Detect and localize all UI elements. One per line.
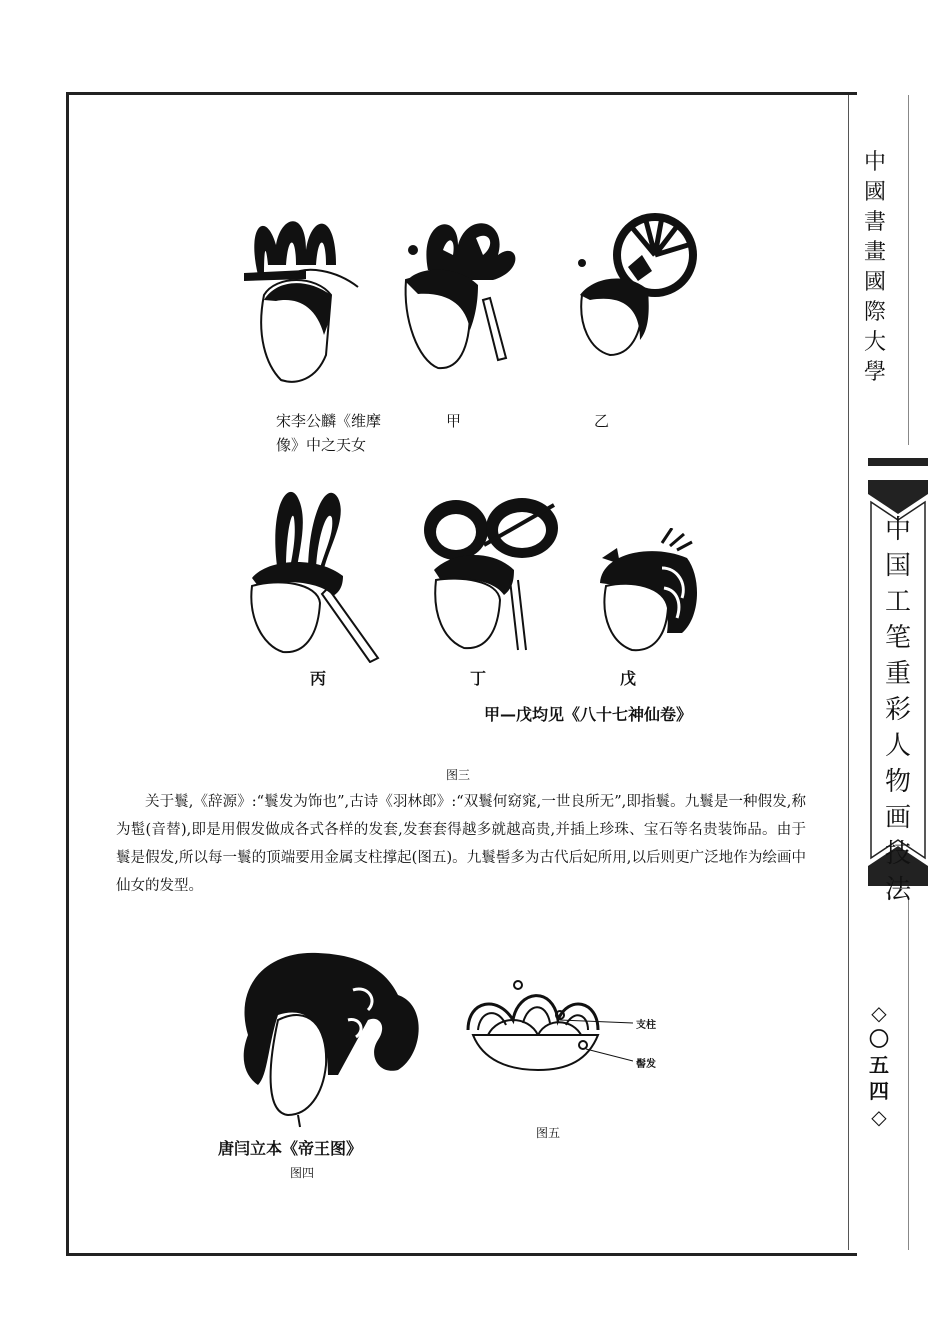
caption-yi: 乙 (594, 412, 610, 430)
hairstyle-illustration-ding (414, 490, 564, 660)
label-hair: 髻发 (636, 1059, 656, 1070)
series-title: 中 國 書 畫 國 際 大 學 (863, 150, 886, 385)
figure4-caption: 唐闫立本《帝王图》 (218, 1139, 363, 1158)
hairstyle-illustration-bing (238, 478, 388, 663)
hairstyle-illustration-tang (228, 945, 428, 1130)
caption-song-line2: 像》中之天女 (276, 436, 367, 454)
figure4-label: 图四 (290, 1166, 315, 1180)
hairstyle-illustration-wu (592, 528, 707, 658)
figure3-label: 图三 (446, 768, 471, 782)
caption-wu: 戊 (620, 669, 637, 688)
right-rule (848, 95, 849, 1250)
figure5-label: 图五 (536, 1126, 561, 1140)
sidebar-rule-top (908, 95, 909, 445)
caption-bing: 丙 (310, 669, 327, 688)
caption-song: 宋李公麟《维摩 (276, 412, 382, 430)
page-number: ◇ 〇 五 四 ◇ (869, 1001, 889, 1129)
caption-jia: 甲 (446, 412, 462, 430)
plaque-bar-top (868, 458, 928, 466)
hairstyle-illustration-yi (570, 205, 700, 365)
hairstyle-illustration-song (236, 205, 366, 390)
figure3-source-note: 甲—戊均见《八十七神仙卷》 (484, 705, 693, 724)
sidebar-rule-bottom (908, 900, 909, 1250)
body-paragraph: 关于鬟,《辞源》:“鬟发为饰也”,古诗《羽林郎》:“双鬟何窈窕,一世良所无”,即指鬟。九鬟是一种假发,称为髢(音替),即是用假发做成各式各样的发套,发套套得越多就越高贵,并插上珍珠、宝石等名贵装饰品。由于鬟是假发,所以每一鬟的顶端要用金属支柱撑起(图五)。九鬟髻多为古代后妃所用,以后则更广泛地作为绘画中仙女的发型。 (116, 794, 806, 894)
hair-frame-diagram (458, 975, 633, 1075)
label-pillar: 支柱 (636, 1020, 656, 1031)
hairstyle-illustration-jia (398, 210, 528, 375)
book-title: 中 国 工 笔 重 彩 人 物 画 技 法 (884, 515, 911, 905)
caption-ding: 丁 (470, 669, 487, 688)
